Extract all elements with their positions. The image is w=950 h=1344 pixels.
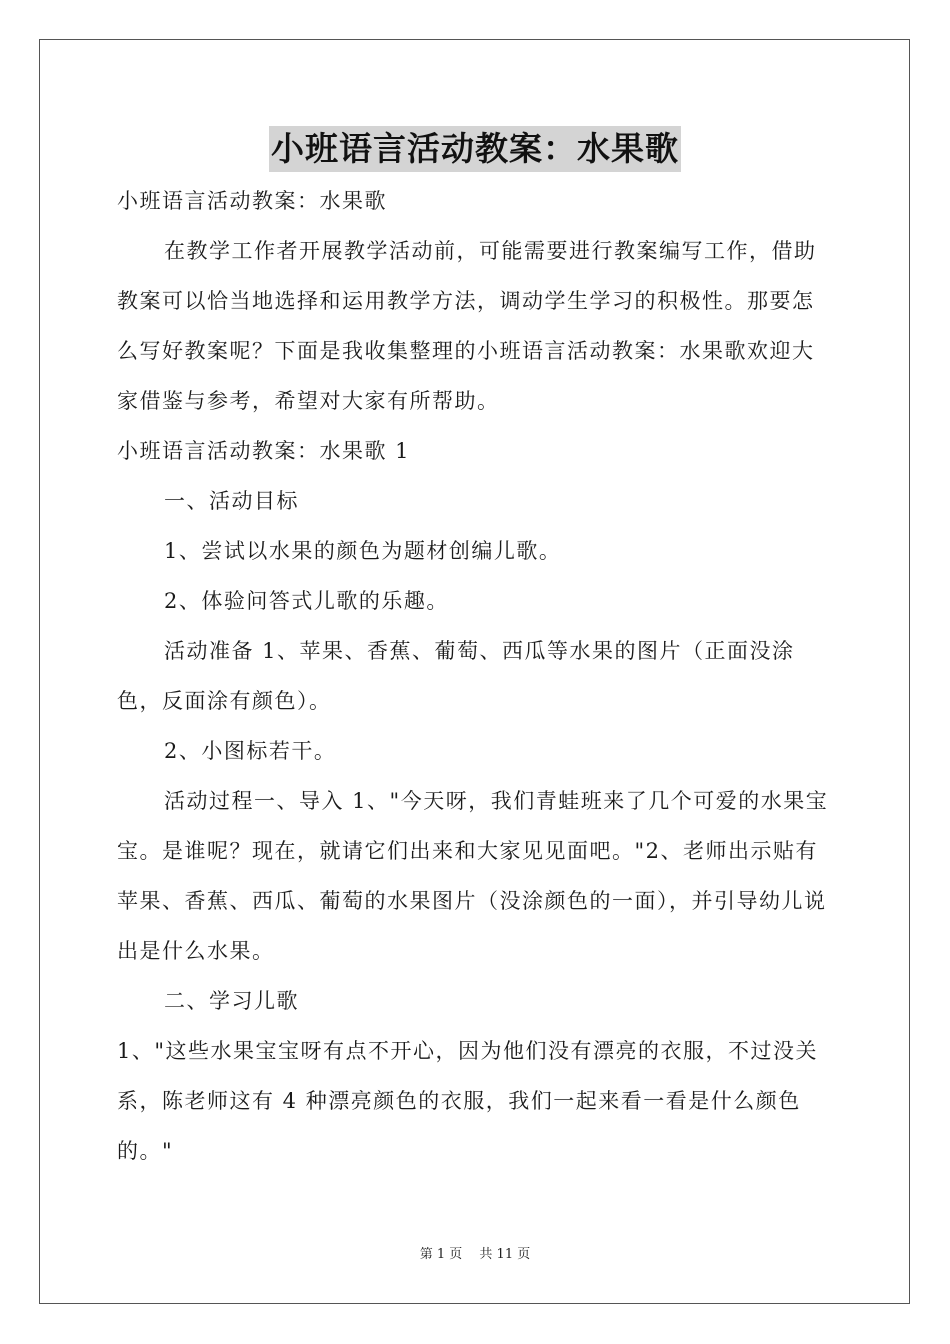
document-body: [117, 176, 833, 1176]
paragraph-goals-heading: 一、活动目标: [164, 489, 299, 513]
title-container: [0, 126, 950, 172]
paragraph-preparation: 活动准备 1、苹果、香蕉、葡萄、西瓜等水果的图片（正面没涂色，反面涂有颜色）。: [117, 639, 795, 713]
paragraph-goal-1: 1、尝试以水果的颜色为题材创编儿歌。: [164, 539, 562, 563]
paragraph-preparation-2: 2、小图标若干。: [164, 739, 337, 763]
paragraph-process: 活动过程一、导入 1、"今天呀，我们青蛙班来了几个可爱的水果宝宝。是谁呢？现在，就请它们出来和大家见见面吧。"2、老师出示贴有苹果、香蕉、西瓜、葡萄的水果图片（没涂颜色的一面），并引导幼儿说出是什么水果。: [117, 789, 829, 963]
paragraph-subtitle: 小班语言活动教案：水果歌: [117, 189, 387, 213]
paragraph-learn-1: 1、"这些水果宝宝呀有点不开心，因为他们没有漂亮的衣服，不过没关系，陈老师这有 4 种漂亮颜色的衣服，我们一起来看一看是什么颜色的。": [117, 1039, 819, 1163]
paragraph-learn-heading: 二、学习儿歌: [164, 989, 299, 1013]
paragraph-intro: 在教学工作者开展教学活动前，可能需要进行教案编写工作，借助教案可以恰当地选择和运用教学方法，调动学生学习的积极性。那要怎么写好教案呢？下面是我收集整理的小班语言活动教案：水果歌欢迎大家借鉴与参考，希望对大家有所帮助。: [117, 239, 817, 413]
page-number: 第 1 页 共 11 页: [419, 1247, 531, 1262]
paragraph-section-heading: 小班语言活动教案：水果歌 1: [117, 439, 411, 463]
document-title: 小班语言活动教案：水果歌: [269, 126, 681, 172]
paragraph-goal-2: 2、体验问答式儿歌的乐趣。: [164, 589, 449, 613]
